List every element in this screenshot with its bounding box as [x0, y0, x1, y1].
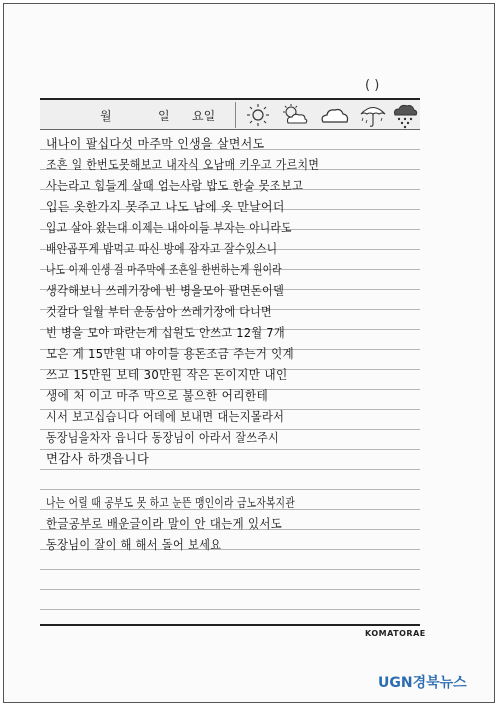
letter-line: 나도 이제 인생 걸 마주막에 조흔일 한번하는게 원이라	[46, 262, 282, 277]
diary-header-row	[40, 100, 420, 130]
letter-line: 면감사 하갯읍니다	[46, 451, 150, 466]
day-label: 일	[158, 109, 170, 123]
letter-line: 동장님을차자 읍니다 동장님이 아라서 잘쓰주시	[46, 430, 279, 445]
letter-line: 조흔 일 한번도못해보고 내자식 오남매 키우고 가르치면	[46, 157, 320, 172]
watermark-ugn: UGN	[378, 675, 413, 691]
letter-line: 것갈다 일월 부터 운동삼아 쓰레기장에 다니면	[46, 304, 272, 319]
letter-line: 동장님이 잘이 해 해서 돌어 보세요	[46, 537, 222, 552]
letter-line: 나는 어릴 때 공부도 못 하고 눈뜬 맹인이라 금노자복지관	[46, 495, 295, 510]
snow-icon	[392, 103, 418, 129]
news-watermark	[378, 672, 467, 692]
weather-icons	[240, 100, 420, 130]
ruled-line	[40, 570, 420, 590]
watermark-name: 경북뉴스	[412, 675, 467, 691]
month-label: 월	[100, 109, 112, 123]
cloud-icon	[318, 103, 350, 127]
letter-line: 모은 게 15만원 내 아이들 용돈조금 주는거 잇계	[46, 346, 295, 361]
letter-line: 내나이 팔십다섯 마주막 인생을 살면서도	[46, 136, 265, 151]
ruled-line	[40, 550, 420, 570]
letter-line: 입든 옷한가지 못주고 나도 남에 옷 만날어더	[46, 199, 285, 214]
rain-icon	[358, 103, 388, 129]
notebook-brand: KOMATORAE	[365, 629, 426, 638]
ruled-line	[40, 590, 420, 610]
page-number-parentheses: ( )	[365, 78, 380, 93]
letter-line: 배안곱푸게 밥먹고 따신 방에 잠자고 잘수있스니	[46, 241, 278, 256]
ruled-line	[40, 470, 420, 490]
letter-line: 생에 처 이고 마주 막으로 불으한 어리한테	[46, 388, 269, 403]
weekday-label: 요일	[192, 109, 216, 123]
letter-line: 시서 보고십습니다 어데에 보내면 대는지몰라서	[46, 409, 285, 424]
letter-line: 사는라고 힘들게 살때 엄는사람 밥도 한술 못조보고	[46, 178, 304, 193]
letter-line: 쓰고 15만원 보테 30만원 작은 돈이지만 내인	[46, 367, 288, 382]
sun-icon	[245, 103, 271, 127]
header-divider	[235, 102, 236, 128]
date-fields	[40, 100, 235, 130]
partly-cloudy-icon	[280, 103, 310, 127]
letter-line: 한글공부로 배운글이라 말이 안 대는게 있서도	[46, 516, 283, 531]
letter-line: 빈 병을 모아 파란는게 십원도 안쓰고 12월 7개	[46, 325, 285, 340]
letter-line: 입고 살아 왔는대 이제는 내아이들 부자는 아니라도	[46, 220, 292, 235]
letter-line: 생각해보니 쓰레기장에 빈 병을모아 팔면돈이델	[46, 283, 285, 298]
